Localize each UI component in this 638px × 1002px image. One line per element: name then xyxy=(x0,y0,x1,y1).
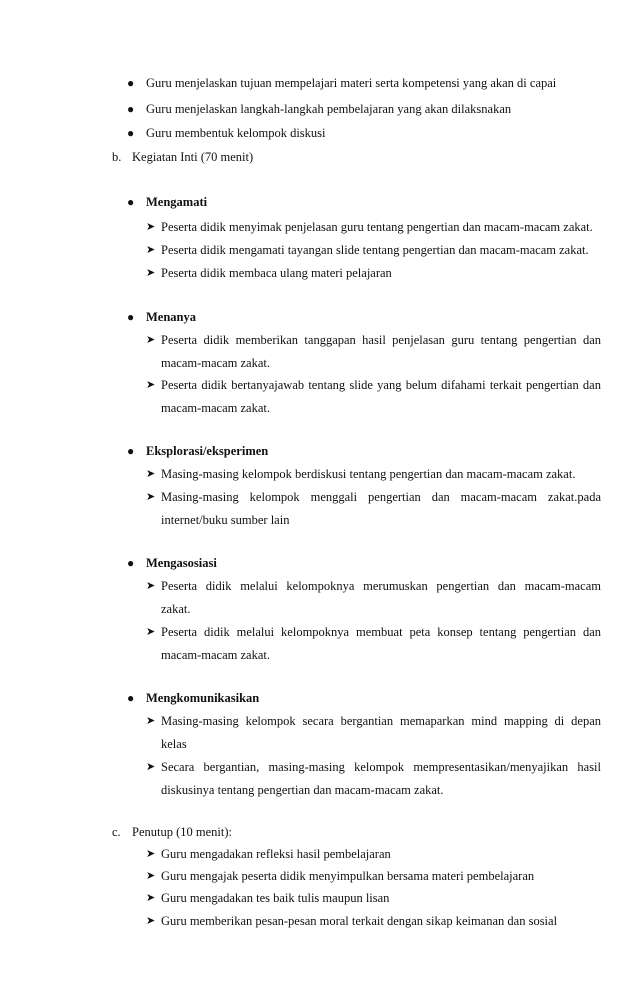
bullet-dot: ● xyxy=(127,126,135,140)
closing-item-text: Guru mengadakan refleksi hasil pembelajaran xyxy=(161,847,391,861)
arrow-icon: ➤ xyxy=(146,761,156,773)
group-item-text: Masing-masing kelompok secara bergantian memaparkan mind mapping di depan xyxy=(161,714,601,728)
arrow-icon: ➤ xyxy=(146,334,156,346)
group-item-text-cont: macam-macam zakat. xyxy=(161,356,270,370)
group-item-text-cont: zakat. xyxy=(161,602,191,616)
group-item-text-cont: diskusinya tentang pengertian dan macam-macam zakat. xyxy=(161,783,444,797)
bullet-dot: ● xyxy=(127,444,135,458)
intro-bullet-text: Guru menjelaskan langkah-langkah pembelajaran yang akan dilaksnakan xyxy=(146,102,512,116)
arrow-icon: ➤ xyxy=(146,626,156,638)
group-item-text-cont: internet/buku sumber lain xyxy=(161,513,290,527)
group-item-text: Peserta didik mengamati tayangan slide tentang pengertian dan macam-macam zakat. xyxy=(161,243,589,257)
group-item-text: Peserta didik membaca ulang materi pelajaran xyxy=(161,266,392,280)
arrow-icon: ➤ xyxy=(146,848,156,860)
closing-item-text: Guru memberikan pesan-pesan moral terkait dengan sikap keimanan dan sosial xyxy=(161,914,558,928)
group-heading: Mengasosiasi xyxy=(146,556,217,570)
group-item-text-cont: macam-macam zakat. xyxy=(161,401,270,415)
bullet-dot: ● xyxy=(127,195,135,209)
group-item-text-cont: kelas xyxy=(161,737,187,751)
intro-bullet-text: Guru menjelaskan tujuan mempelajari materi serta kompetensi yang akan di capai xyxy=(146,76,557,90)
group-heading: Menanya xyxy=(146,310,196,324)
arrow-icon: ➤ xyxy=(146,221,156,233)
arrow-icon: ➤ xyxy=(146,468,156,480)
arrow-icon: ➤ xyxy=(146,892,156,904)
arrow-icon: ➤ xyxy=(146,715,156,727)
arrow-icon: ➤ xyxy=(146,915,156,927)
arrow-icon: ➤ xyxy=(146,870,156,882)
group-heading: Mengamati xyxy=(146,195,208,209)
arrow-icon: ➤ xyxy=(146,379,156,391)
section-b-title: Kegiatan Inti (70 menit) xyxy=(132,150,254,164)
group-item-text: Peserta didik menyimak penjelasan guru tentang pengertian dan macam-macam zakat. xyxy=(161,220,593,234)
group-heading: Eksplorasi/eksperimen xyxy=(146,444,269,458)
arrow-icon: ➤ xyxy=(146,244,156,256)
section-c-marker: c. xyxy=(112,825,121,839)
group-heading: Mengkomunikasikan xyxy=(146,691,260,705)
group-item-text-cont: macam-macam zakat. xyxy=(161,648,270,662)
group-item-text: Peserta didik melalui kelompoknya membuat peta konsep tentang pengertian dan xyxy=(161,625,601,639)
group-item-text: Secara bergantian, masing-masing kelompok mempresentasikan/menyajikan hasil xyxy=(161,760,601,774)
group-item-text: Masing-masing kelompok menggali pengertian dan macam-macam zakat.pada xyxy=(161,490,601,504)
section-c-title: Penutup (10 menit): xyxy=(132,825,232,839)
arrow-icon: ➤ xyxy=(146,491,156,503)
closing-item-text: Guru mengajak peserta didik menyimpulkan bersama materi pembelajaran xyxy=(161,869,535,883)
group-item-text: Peserta didik melalui kelompoknya merumuskan pengertian dan macam-macam xyxy=(161,579,601,593)
intro-bullet-text: Guru membentuk kelompok diskusi xyxy=(146,126,326,140)
bullet-dot: ● xyxy=(127,691,135,705)
arrow-icon: ➤ xyxy=(146,580,156,592)
group-item-text: Peserta didik bertanyajawab tentang slide yang belum difahami terkait pengertian dan xyxy=(161,378,601,392)
bullet-dot: ● xyxy=(127,76,135,90)
group-item-text: Masing-masing kelompok berdiskusi tentang pengertian dan macam-macam zakat. xyxy=(161,467,576,481)
bullet-dot: ● xyxy=(127,556,135,570)
arrow-icon: ➤ xyxy=(146,267,156,279)
closing-item-text: Guru mengadakan tes baik tulis maupun lisan xyxy=(161,891,390,905)
section-b-marker: b. xyxy=(112,150,122,164)
group-item-text: Peserta didik memberikan tanggapan hasil penjelasan guru tentang pengertian dan xyxy=(161,333,601,347)
bullet-dot: ● xyxy=(127,102,135,116)
bullet-dot: ● xyxy=(127,310,135,324)
